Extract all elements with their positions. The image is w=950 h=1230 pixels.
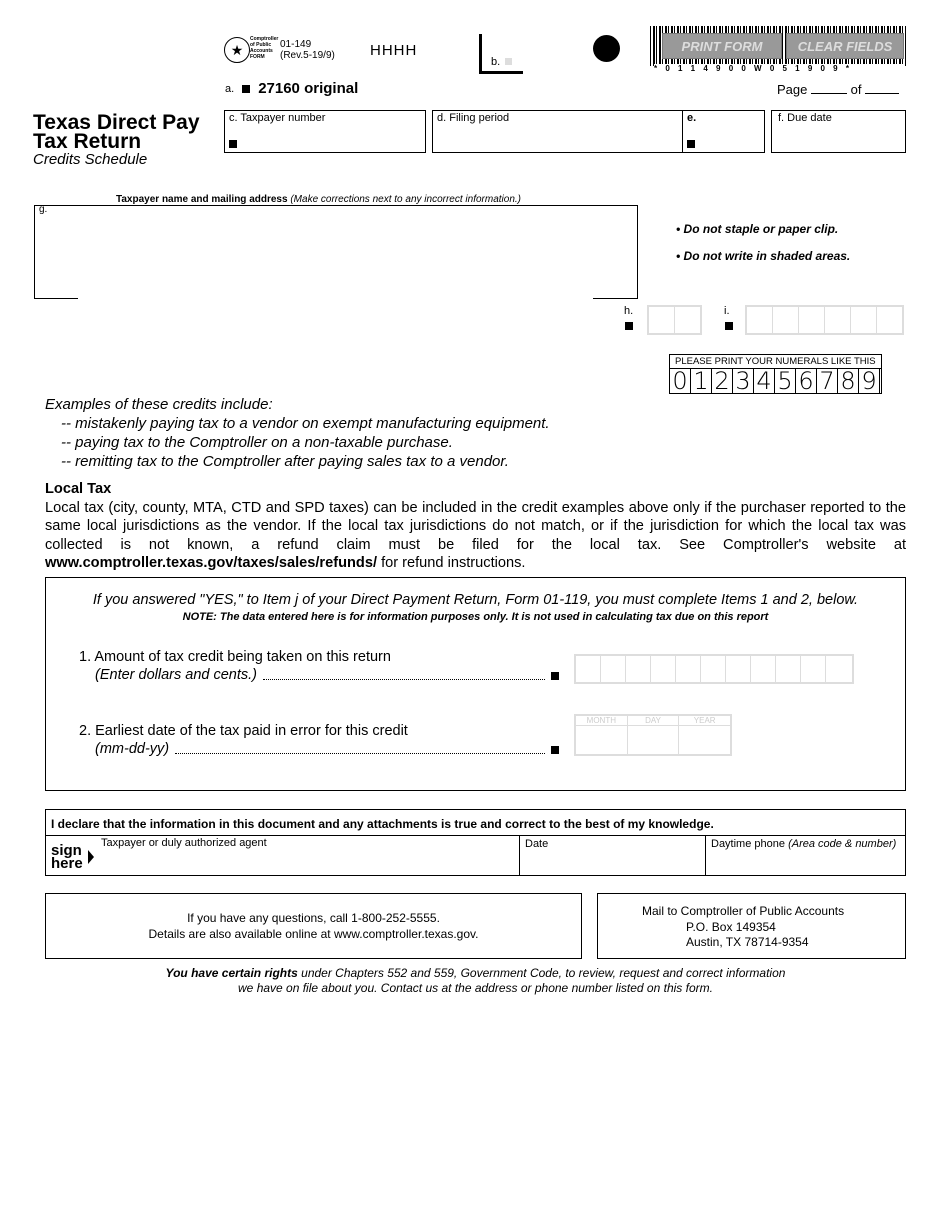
sample-digit: 6	[796, 369, 817, 393]
section-note: NOTE: The data entered here is for information purposes only. It is not used in calculating tax due on this report	[182, 611, 769, 623]
local-tax-heading: Local Tax	[45, 481, 112, 497]
b-label: b.	[491, 56, 501, 68]
sample-digit: 7	[817, 369, 838, 393]
marker-icon	[229, 140, 237, 148]
note-staple-text: Do not staple or paper clip.	[683, 222, 839, 236]
revision: (Rev.5-19/9)	[280, 50, 335, 61]
form-number: 01-149	[280, 39, 312, 50]
sample-digit: 8	[838, 369, 859, 393]
declaration-text: I declare that the information in this document and any attachments is true and correct to the best of my knowledge.	[46, 810, 905, 836]
mail-line2: P.O. Box 149354	[686, 919, 776, 934]
due-date-field[interactable]	[771, 110, 906, 153]
sample-digit: 9	[859, 369, 880, 393]
sample-digit: 1	[691, 369, 712, 393]
month-label: MONTH	[576, 716, 627, 726]
page-counter	[777, 82, 899, 97]
refunds-link[interactable]: www.comptroller.texas.gov/taxes/sales/refunds/	[45, 555, 378, 571]
rights-bold: You have certain rights	[165, 966, 298, 980]
date-field[interactable]	[574, 714, 732, 756]
form-title	[33, 113, 200, 168]
section-intro: If you answered "YES," to Item j of your Direct Payment Return, Form 01-119, you must complete Items 1 and 2, below.	[92, 592, 859, 608]
print-form-button[interactable]: PRINT FORM	[662, 33, 782, 59]
note-staple: • Do not staple or paper clip.	[676, 222, 839, 236]
sample-digit: 0	[670, 369, 691, 393]
i-field[interactable]	[745, 305, 904, 335]
questions-box	[45, 893, 582, 959]
c-label: c. Taxpayer number	[229, 112, 326, 124]
item2-sub: (mm-dd-yy)	[95, 741, 170, 757]
questions-line1: If you have any questions, call 1-800-252-5555.	[187, 911, 440, 925]
address-label	[112, 194, 525, 205]
mail-line3: Austin, TX 78714-9354	[686, 935, 809, 949]
title-line1: Texas Direct Pay	[33, 111, 200, 134]
e-label: e.	[687, 112, 697, 124]
numerals-label: PLEASE PRINT YOUR NUMERALS LIKE THIS	[669, 354, 882, 368]
address-corner-left	[34, 298, 78, 299]
credit-section	[45, 577, 906, 791]
e-field[interactable]	[682, 110, 765, 153]
agency-logo-text: Comptroller of Public Accounts FORM	[250, 36, 279, 60]
numerals-sample	[669, 354, 882, 394]
note-shaded-text: Do not write in shaded areas.	[683, 249, 851, 263]
marker-icon	[687, 140, 695, 148]
f-label: f. Due date	[778, 112, 832, 124]
rights-line1: under Chapters 552 and 559, Government Code, to review, request and correct information	[297, 966, 786, 980]
year-label: YEAR	[679, 716, 730, 726]
mail-box	[597, 893, 906, 959]
local-tax-tail: for refund instructions.	[377, 555, 526, 571]
here-label: here	[51, 855, 83, 872]
phone-note: (Area code & number)	[788, 838, 897, 850]
credit-amount-field[interactable]	[574, 654, 854, 684]
item1-sub: (Enter dollars and cents.)	[95, 667, 257, 683]
arrow-right-icon	[88, 850, 94, 864]
agency-logo: ★	[224, 37, 250, 63]
local-tax-body: Local tax (city, county, MTA, CTD and SPD taxes) can be included in the credit examples above only if the purchaser reported to the same local jurisdictions as the vendor. If the local tax jurisdictions do not match, or if the jurisdiction for which the local tax was collected is not known, a refund claim must be filed for the local tax. See Comptroller's website at	[45, 499, 906, 553]
form-number-block	[280, 39, 335, 61]
address-field[interactable]	[34, 205, 638, 299]
barcode-text: * 0 1 1 4 9 0 0 W 0 5 1 9 0 9 *	[654, 64, 904, 73]
marker-icon	[551, 746, 559, 754]
sign-here	[51, 844, 83, 870]
declaration	[45, 809, 906, 876]
day-label: DAY	[628, 716, 679, 726]
item2-label: 2. Earliest date of the tax paid in error for this credit	[79, 723, 408, 739]
example-item: -- remitting tax to the Comptroller after paying sales tax to a vendor.	[61, 453, 509, 470]
questions-line2: Details are also available online at www.comptroller.texas.gov.	[148, 927, 479, 941]
h-label: h.	[624, 305, 634, 317]
title-line2: Tax Return	[33, 130, 142, 153]
clear-fields-button[interactable]: CLEAR FIELDS	[786, 33, 904, 59]
examples-heading: Examples of these credits include:	[45, 396, 273, 413]
item1	[79, 648, 559, 684]
marker-icon	[725, 322, 733, 330]
i-label: i.	[724, 305, 730, 317]
address-note: (Make corrections next to any incorrect information.)	[290, 194, 521, 205]
address-label-text: Taxpayer name and mailing address	[116, 194, 288, 205]
code-text: HHHH	[370, 42, 418, 59]
sign-label: sign	[51, 842, 82, 859]
d-label: d. Filing period	[437, 112, 510, 124]
examples	[45, 395, 550, 471]
form-code: 27160 original	[258, 80, 359, 97]
phone-field[interactable]	[705, 835, 905, 876]
registration-dot	[593, 35, 620, 62]
sample-digit: 4	[754, 369, 775, 393]
form-code-row	[225, 80, 358, 97]
item2	[79, 722, 559, 758]
h-field[interactable]	[647, 305, 702, 335]
rights-notice	[45, 966, 906, 996]
page-field[interactable]	[811, 93, 847, 94]
item1-label: 1. Amount of tax credit being taken on this return	[79, 649, 391, 665]
mail-line1: Mail to Comptroller of Public Accounts	[642, 904, 845, 918]
b-corner	[479, 34, 523, 74]
a-label: a.	[225, 82, 235, 95]
marker-icon	[242, 85, 250, 93]
address-corner-right	[593, 298, 638, 299]
sample-digit: 2	[712, 369, 733, 393]
marker-icon	[551, 672, 559, 680]
example-item: -- mistakenly paying tax to a vendor on exempt manufacturing equipment.	[61, 415, 550, 432]
page-label: Page	[777, 82, 808, 97]
phone-label: Daytime phone	[711, 838, 785, 850]
subtitle: Credits Schedule	[33, 151, 148, 168]
date-label: Date	[525, 838, 549, 850]
sample-digit: 3	[733, 369, 754, 393]
sample-digit: 5	[775, 369, 796, 393]
of-label: of	[850, 82, 862, 97]
taxpayer-number-field[interactable]	[224, 110, 426, 153]
rights-line2: we have on file about you. Contact us at the address or phone number listed on this form.	[238, 981, 713, 995]
b-field[interactable]	[505, 58, 512, 65]
g-label: g.	[39, 204, 48, 215]
date-sign-field[interactable]	[519, 835, 705, 876]
marker-icon	[625, 322, 633, 330]
local-tax	[45, 480, 906, 573]
agent-field[interactable]: Taxpayer or duly authorized agent	[101, 837, 267, 849]
page-total-field[interactable]	[865, 93, 899, 94]
example-item: -- paying tax to the Comptroller on a non-taxable purchase.	[61, 434, 453, 451]
note-shaded: • Do not write in shaded areas.	[676, 249, 851, 263]
